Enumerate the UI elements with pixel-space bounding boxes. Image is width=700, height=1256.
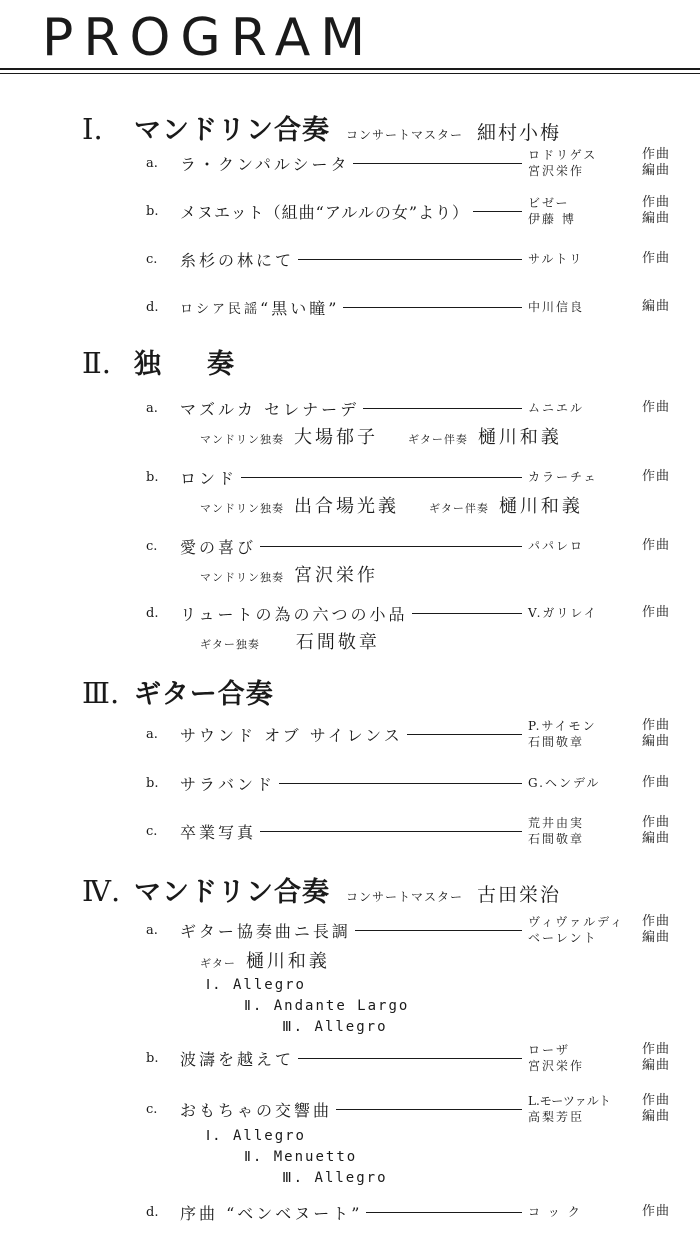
credit-role: 作曲 [641, 1093, 670, 1108]
credits [528, 914, 670, 946]
program-item [146, 1042, 670, 1073]
item-letter: a. [146, 726, 158, 742]
leader-line [363, 408, 522, 409]
composer-name: サルトリ [528, 252, 584, 266]
credits [528, 605, 670, 621]
leader-line [241, 477, 522, 478]
concertmaster-name: 古田栄治 [477, 884, 562, 906]
leader-line [279, 783, 522, 784]
credit-role: 作曲 [641, 469, 670, 484]
piece-title: 卒業写真 [180, 822, 257, 842]
performer-role: マンドリン独奏 [200, 571, 284, 584]
concertmaster-label: コンサートマスター [346, 128, 464, 142]
arranger-name: 伊藤 博 [528, 212, 576, 226]
arranger-name: 高梨芳臣 [528, 1110, 585, 1124]
program-item [146, 147, 670, 178]
section-2-heading [82, 342, 280, 382]
credit-role: 作曲 [641, 914, 670, 929]
credit-role: 編曲 [641, 163, 670, 178]
performer-name: 大場郁子 [294, 427, 378, 448]
movement: Ⅱ. Menuetto [244, 1149, 358, 1165]
credit-role: 作曲 [641, 1042, 670, 1057]
performer-role: ギター伴奏 [408, 433, 468, 446]
performer-name: 石間敬章 [295, 632, 380, 653]
performer-name: 樋川和義 [498, 496, 583, 517]
piece-title: 愛の喜び [180, 537, 257, 557]
credit-role: 編曲 [641, 734, 670, 749]
section-number: Ⅱ. [82, 346, 111, 380]
program-item [146, 534, 670, 558]
program-item [146, 718, 670, 749]
program-item [146, 771, 670, 795]
credit-role: 作曲 [641, 718, 670, 733]
credit-role: 作曲 [641, 815, 670, 830]
composer-name: ローザ [528, 1043, 571, 1057]
credit-role: 作曲 [641, 147, 670, 162]
credit-role: 作曲 [641, 538, 670, 553]
credit-role: 作曲 [641, 775, 670, 790]
section-number: Ⅳ. [82, 874, 121, 908]
piece-title: リュートの為の六つの小品 [180, 604, 408, 624]
arranger-name: 宮沢栄作 [528, 164, 585, 178]
credit-role: 作曲 [641, 605, 670, 620]
credits [528, 299, 670, 315]
piece-title: “黒い瞳” [260, 298, 340, 318]
item-letter: c. [146, 538, 158, 554]
item-letter: a. [146, 155, 158, 171]
program-item [146, 247, 670, 271]
composer-name: P.サイモン [528, 719, 597, 733]
concertmaster-name: 細村小梅 [477, 122, 562, 144]
movement: Ⅲ. Allegro [282, 1170, 388, 1186]
composer-name: パパレロ [528, 539, 585, 553]
performer-role: ギター独奏 [200, 638, 260, 651]
composer-name: コック [528, 1205, 588, 1219]
credit-role: 編曲 [641, 1058, 670, 1073]
section-3-heading [82, 672, 274, 712]
item-letter: a. [146, 400, 158, 416]
performer-name: 樋川和義 [245, 951, 330, 972]
performer-role: ギター伴奏 [429, 502, 489, 515]
program-item [146, 914, 670, 945]
piece-title: ラ・クンパルシータ [180, 154, 350, 174]
arranger-name: 石間敬章 [528, 735, 585, 749]
leader-line [343, 307, 522, 308]
program-item [146, 601, 670, 625]
piece-title: マズルカ セレナーデ [180, 399, 360, 419]
title-rule [0, 68, 700, 70]
piece-title: サラバンド [180, 774, 276, 794]
section-4-heading [82, 870, 561, 910]
item-letter: b. [146, 469, 159, 485]
performer-role: マンドリン独奏 [200, 433, 284, 446]
item-letter: c. [146, 251, 158, 267]
movement: Ⅲ. Allegro [282, 1019, 388, 1035]
movement: Ⅰ. Allegro [206, 977, 306, 993]
program-item [146, 1200, 670, 1224]
composer-name: L.モーツァルト [528, 1094, 611, 1108]
credits [528, 1042, 670, 1074]
credit-role: 編曲 [641, 930, 670, 945]
credits [528, 1204, 670, 1220]
credits [528, 775, 670, 791]
piece-title: サウンド オブ サイレンス [180, 725, 403, 745]
program-item [146, 465, 670, 489]
program-item [146, 195, 670, 226]
credits [528, 251, 670, 267]
performer-role: ギター [200, 957, 236, 970]
composer-name: ビゼー [528, 196, 570, 210]
performer-name: 樋川和義 [477, 427, 562, 448]
item-letter: d. [146, 299, 159, 315]
composer-name: カラーチェ [528, 470, 598, 484]
piece-title: おもちゃの交響曲 [180, 1100, 333, 1120]
piece-title: ロンド [180, 468, 238, 488]
movement: Ⅰ. Allegro [206, 1128, 306, 1144]
credits [528, 147, 670, 179]
piece-title: ギター協奏曲ニ長調 [180, 921, 351, 941]
performer-line [200, 628, 380, 653]
leader-line [412, 613, 522, 614]
credit-role: 編曲 [641, 831, 670, 846]
composer-name: G.ヘンデル [528, 776, 601, 790]
credits [528, 815, 670, 847]
performer-name: 出合場光義 [294, 496, 399, 517]
performer-line [200, 492, 583, 517]
credit-role: 作曲 [641, 1204, 670, 1219]
item-letter: b. [146, 1050, 159, 1066]
item-letter: c. [146, 823, 158, 839]
composer-name: ロドリゲス [528, 148, 598, 162]
piece-genre: ロシア民謡 [180, 301, 261, 317]
leader-line [260, 831, 522, 832]
item-letter: a. [146, 922, 158, 938]
credits [528, 400, 670, 416]
leader-line [353, 163, 522, 164]
performer-name: 宮沢栄作 [294, 565, 378, 586]
piece-title: 波濤を越えて [180, 1049, 295, 1069]
composer-name: V.ガリレイ [528, 606, 598, 620]
credit-role: 作曲 [641, 251, 670, 266]
performer-line [200, 947, 330, 972]
piece-title: 序曲 “ベンベヌート” [180, 1203, 363, 1223]
credit-role: 作曲 [641, 400, 670, 415]
page-title: PROGRAM [42, 8, 376, 68]
performer-role: マンドリン独奏 [200, 502, 284, 515]
program-item [146, 396, 670, 420]
concertmaster-label: コンサートマスター [346, 890, 464, 904]
leader-line [366, 1212, 522, 1213]
piece-title: メヌエット（組曲“アルルの女”より） [180, 202, 469, 222]
section-number: Ⅰ. [82, 112, 103, 146]
composer-name: ヴィヴァルディ [528, 915, 625, 929]
credit-role: 編曲 [641, 299, 670, 314]
credits [528, 195, 670, 227]
leader-line [298, 1058, 522, 1059]
performer-line [200, 561, 378, 586]
arranger-name: 石間敬章 [528, 832, 585, 846]
arranger-name: ベーレント [528, 931, 598, 945]
program-item [146, 815, 670, 846]
item-letter: d. [146, 605, 159, 621]
piece-title: 糸杉の林にて [180, 250, 295, 270]
program-item [146, 1093, 670, 1124]
section-title: マンドリン合奏 [134, 877, 330, 908]
leader-line [355, 930, 522, 931]
item-letter: b. [146, 775, 159, 791]
item-letter: b. [146, 203, 159, 219]
section-title: 独奏 [134, 349, 280, 380]
credits [528, 718, 670, 750]
composer-name: 荒井由実 [528, 816, 585, 830]
leader-line [298, 259, 522, 260]
performer-line [200, 423, 562, 448]
section-title: マンドリン合奏 [134, 115, 330, 146]
credit-role: 作曲 [641, 195, 670, 210]
credit-role: 編曲 [641, 211, 670, 226]
arranger-name: 中川信良 [528, 300, 585, 314]
credit-role: 編曲 [641, 1109, 670, 1124]
movement: Ⅱ. Andante Largo [244, 998, 410, 1014]
credits [528, 469, 670, 485]
section-title: ギター合奏 [134, 679, 274, 710]
title-rule-thin [0, 73, 700, 74]
arranger-name: 宮沢栄作 [528, 1059, 585, 1073]
item-letter: c. [146, 1101, 158, 1117]
leader-line [336, 1109, 522, 1110]
section-number: Ⅲ. [82, 676, 120, 710]
credits [528, 538, 670, 554]
program-item [146, 295, 670, 319]
credits [528, 1093, 670, 1125]
section-1-heading [82, 108, 561, 148]
leader-line [473, 211, 522, 212]
item-letter: d. [146, 1204, 159, 1220]
leader-line [260, 546, 522, 547]
leader-line [407, 734, 522, 735]
composer-name: ムニエル [528, 401, 585, 415]
